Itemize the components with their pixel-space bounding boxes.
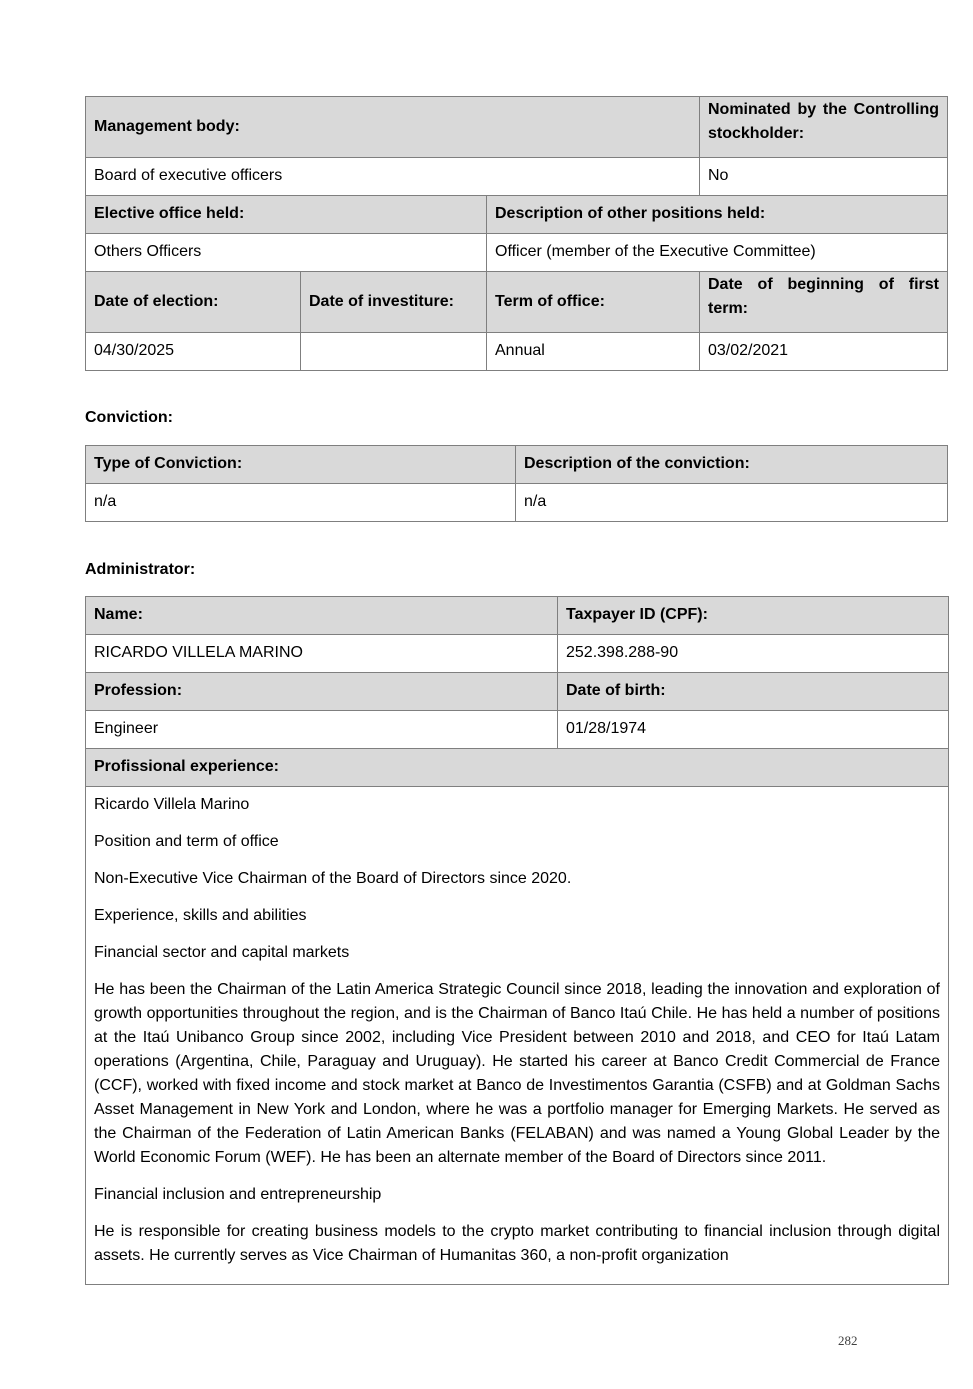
elective-office-value: Others Officers [86, 234, 487, 272]
experience-paragraph: He has been the Chairman of the Latin America Strategic Council since 2018, leading the innovation and exploration of growth opportunities throughout the region, and is the Chairman of Banco Itaú Chile. He has held a number of positions at the Itaú Unibanco Group since 2002, including Vice President between 2010 and 2018, and CEO for Itaú Latam operations (Argentina, Chile, Paraguay and Uruguay). He started his career at Banco Credit Commercial de France (CCF), worked with fixed income and stock market at Banco de Investimentos Garantia (CSFB) and at Goldman Sachs Asset Management in New York and London, where he was a portfolio manager for Emerging Markets. He served as the Chairman of the Federation of Latin American Banks (FELABAN) and was named a Young Global Leader by the World Economic Forum (WEF). He has been an alternate member of the Board of Directors since 2011. [94, 981, 940, 1166]
experience-body [86, 787, 949, 1285]
nominated-label: Nominated by the Controlling stockholder: [700, 97, 948, 158]
conviction-description-value: n/a [516, 484, 948, 522]
name-label: Name: [86, 597, 558, 635]
cpf-value: 252.398.288-90 [558, 635, 949, 673]
experience-paragraph: Ricardo Villela Marino [94, 796, 250, 813]
experience-label: Profissional experience: [86, 749, 949, 787]
conviction-type-value: n/a [86, 484, 516, 522]
experience-paragraph: Position and term of office [94, 833, 279, 850]
experience-paragraph: Experience, skills and abilities [94, 907, 307, 924]
first-term-label: Date of beginning of first term: [700, 272, 948, 333]
administrator-table [85, 596, 949, 1285]
administrator-title: Administrator: [85, 561, 196, 578]
other-positions-value: Officer (member of the Executive Committee) [487, 234, 948, 272]
term-label: Term of office: [487, 272, 700, 333]
management-body-value: Board of executive officers [86, 158, 700, 196]
name-value: RICARDO VILLELA MARINO [86, 635, 558, 673]
date-election-label: Date of election: [86, 272, 301, 333]
profession-label: Profession: [86, 673, 558, 711]
first-term-value: 03/02/2021 [700, 333, 948, 371]
dob-value: 01/28/1974 [558, 711, 949, 749]
date-investiture-value [301, 333, 487, 371]
term-value: Annual [487, 333, 700, 371]
profession-value: Engineer [86, 711, 558, 749]
experience-paragraph: Financial inclusion and entrepreneurship [94, 1186, 382, 1203]
conviction-type-label: Type of Conviction: [86, 446, 516, 484]
cpf-label: Taxpayer ID (CPF): [558, 597, 949, 635]
conviction-description-label: Description of the conviction: [516, 446, 948, 484]
page-number: 282 [838, 1333, 858, 1348]
experience-paragraph: Non-Executive Vice Chairman of the Board of Directors since 2020. [94, 870, 572, 887]
conviction-title: Conviction: [85, 409, 173, 426]
dob-label: Date of birth: [558, 673, 949, 711]
experience-paragraph: He is responsible for creating business models to the crypto market contributing to financial inclusion through digital assets. He currently serves as Vice Chairman of Humanitas 360, a non-profit organization [94, 1223, 940, 1264]
experience-paragraph: Financial sector and capital markets [94, 944, 350, 961]
date-election-value: 04/30/2025 [86, 333, 301, 371]
management-table [85, 96, 948, 371]
nominated-value: No [700, 158, 948, 196]
elective-office-label: Elective office held: [86, 196, 487, 234]
conviction-table [85, 445, 948, 522]
other-positions-label: Description of other positions held: [487, 196, 948, 234]
date-investiture-label: Date of investiture: [301, 272, 487, 333]
management-body-label: Management body: [86, 97, 700, 158]
